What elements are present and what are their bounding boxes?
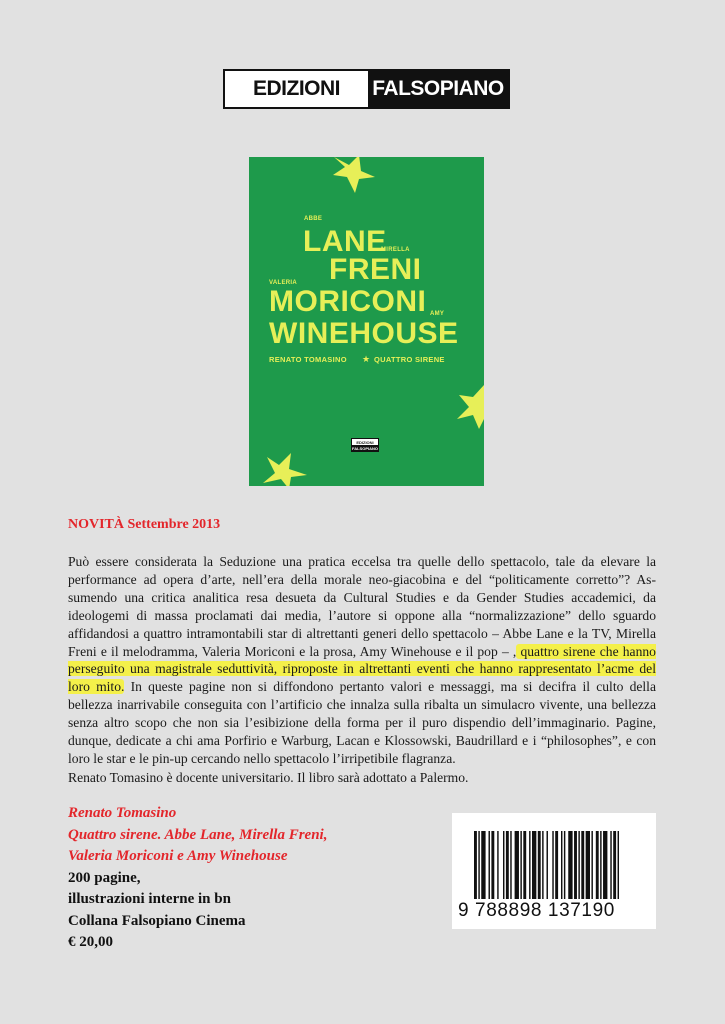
- star-shape: [333, 157, 375, 193]
- author-note: Renato Tomasino è docente universitario. Il libro sarà adottato a Palermo.: [68, 770, 469, 785]
- barcode-bar: [542, 831, 543, 899]
- cover-author: RENATO TOMASINO: [269, 355, 347, 364]
- book-author: Renato Tomasino: [68, 805, 177, 821]
- description-text: Può essere considerata la Seduzione una pratica eccelsa tra quelle dello spettacolo, tale da elevare la performance ad opera d’arte, nell’era della morale neo-giacobina e del “politicamente corretto”? Assumendo una critica analitica resa desueta da Cultural Studies e da Gender Studies accademici, da ideologemi di massa proclamati dai media, l’autore si oppone alla “normalizzazione” dello sguardo affidandosi a quattro intramontabili star di altrettanti generi dello spettacolo – Abbe Lane e la TV, Mirella Freni e il melodramma, Valeria Moriconi e la prosa, Amy Winehouse e il pop – ,: [68, 554, 656, 659]
- barcode-bar: [474, 831, 477, 899]
- barcode-bar: [506, 831, 509, 899]
- cover-name: FRENI: [329, 253, 422, 286]
- barcode-bar: [555, 831, 558, 899]
- book-title-line: Valeria Moriconi e Amy Winehouse: [68, 848, 288, 864]
- book-title-line: Quattro sirene. Abbe Lane, Mirella Freni,: [68, 826, 328, 843]
- barcode-bar: [503, 831, 504, 899]
- description-text: In queste pagine non si diffondono pertanto valori e messaggi, ma si decifra il culto della bellezza inarrivabile conseguita con l’artificio che innalza sulla ribalta un simulacro vivente, una bellezza senza altro scopo che non sia l’esibizione della forma per il puro dispendio dell’immaginario. Pagine, dunque, dedicate a chi ama Porfirio e Warburg, Lacan e Klossowski, Baudrillard e i “philosophes”, e con loro le star e le pin-up cercando nello spettacolo l’irripetibile flagranza.: [68, 679, 656, 766]
- barcode-bars: [452, 813, 656, 901]
- star-shape: [263, 453, 307, 486]
- barcode-bar: [610, 831, 611, 899]
- barcode-bar: [497, 831, 498, 899]
- barcode-bar: [596, 831, 599, 899]
- barcode-bar: [529, 831, 530, 899]
- barcode-bar: [581, 831, 584, 899]
- cover-first-name: ABBE: [304, 216, 323, 222]
- star-shape: [457, 385, 484, 429]
- barcode-bar: [481, 831, 485, 899]
- barcode-bar: [603, 831, 607, 899]
- book-pages: 200 pagine,: [68, 869, 141, 886]
- book-cover: [249, 157, 484, 486]
- cover-name: WINEHOUSE: [269, 317, 459, 350]
- barcode-bar: [613, 831, 616, 899]
- cover-name: MORICONI: [269, 285, 427, 318]
- barcode-bar: [491, 831, 494, 899]
- barcode-bar: [552, 831, 553, 899]
- barcode-bar: [520, 831, 521, 899]
- barcode-bar: [561, 831, 562, 899]
- barcode-bar: [578, 831, 579, 899]
- barcode-bar: [568, 831, 572, 899]
- publisher-logo-right: FALSOPIANO: [368, 71, 508, 107]
- publisher-logo: [223, 69, 510, 109]
- cover-name: LANE: [303, 225, 387, 258]
- barcode-bar: [547, 831, 548, 899]
- book-info: [68, 803, 428, 954]
- cover-logo-bottom: FALSOPIANO: [352, 445, 379, 451]
- barcode-bar: [510, 831, 511, 899]
- book-description: [68, 553, 656, 768]
- novita-heading: NOVITÀ Settembre 2013: [68, 517, 221, 532]
- barcode: [452, 813, 656, 929]
- publisher-logo-left: EDIZIONI: [225, 71, 368, 107]
- barcode-bar: [532, 831, 536, 899]
- cover-first-name: MIRELLA: [381, 247, 410, 253]
- barcode-bar: [591, 831, 592, 899]
- barcode-bar: [586, 831, 590, 899]
- book-series: Collana Falsopiano Cinema: [68, 912, 246, 929]
- description-highlight: quattro sirene che hanno perseguito una magistrale seduttività, riproposte in altrettanti eventi che hanno rappresentato l’acme del loro mito.: [68, 643, 656, 695]
- barcode-bar: [564, 831, 565, 899]
- cover-publisher-logo: [351, 438, 379, 452]
- cover-title: QUATTRO SIRENE: [374, 355, 445, 364]
- book-price: € 20,00: [68, 934, 113, 950]
- barcode-bar: [538, 831, 541, 899]
- barcode-bar: [574, 831, 577, 899]
- barcode-bar: [489, 831, 490, 899]
- book-illustrations: illustrazioni interne in bn: [68, 891, 231, 907]
- barcode-digits: 9 788898 137190: [458, 900, 615, 921]
- barcode-bar: [515, 831, 519, 899]
- cover-first-name: AMY: [430, 311, 445, 317]
- barcode-bar: [478, 831, 479, 899]
- barcode-bar: [523, 831, 526, 899]
- cover-logo-top: EDIZIONI: [356, 439, 374, 445]
- barcode-bar: [618, 831, 619, 899]
- cover-first-name: VALERIA: [269, 280, 297, 286]
- barcode-bar: [600, 831, 601, 899]
- star-icon: ★: [362, 354, 371, 364]
